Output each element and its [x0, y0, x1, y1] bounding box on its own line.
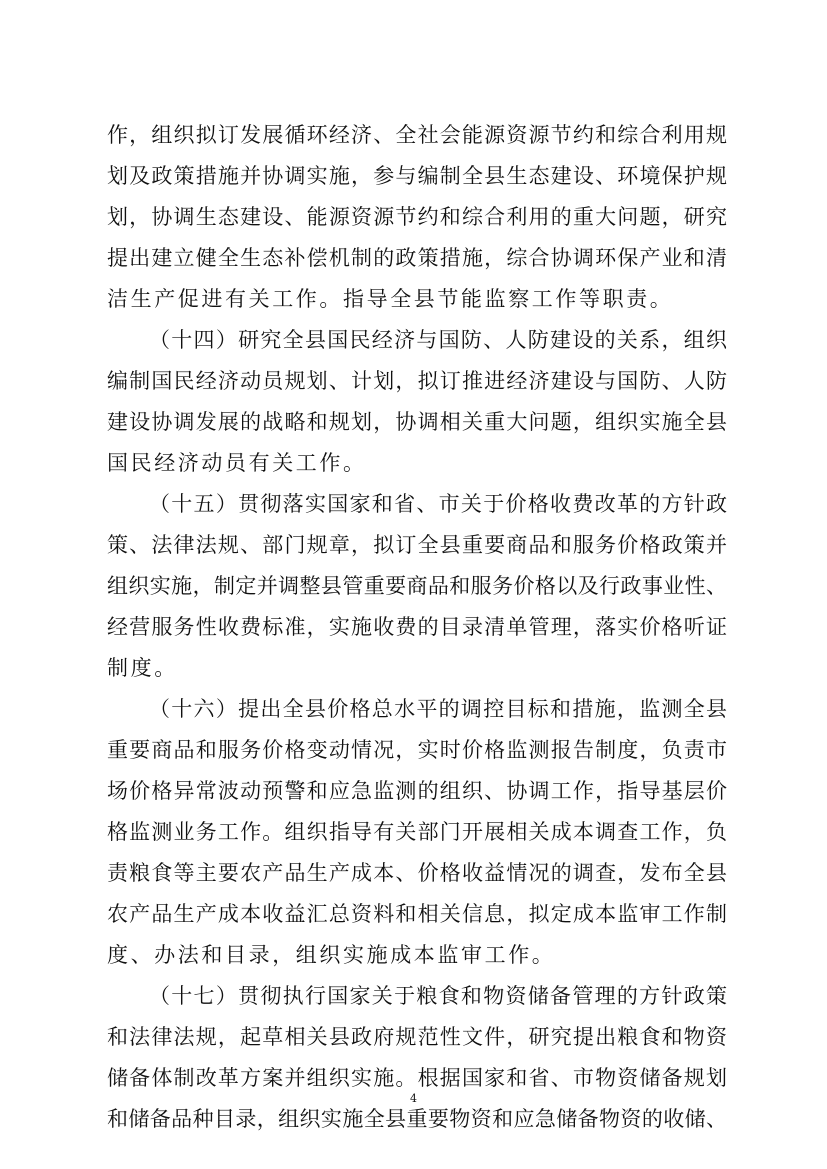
paragraph-line: 组织实施，制定并调整县管重要商品和服务价格以及行政事业性、: [107, 574, 727, 598]
paragraph-line: 编制国民经济动员规划、计划，拟订推进经济建设与国防、人防: [107, 369, 727, 393]
paragraph-line: 建设协调发展的战略和规划，协调相关重大问题，组织实施全县: [107, 410, 727, 434]
paragraph-line: 和法律法规，起草相关县政府规范性文件，研究提出粮食和物资: [107, 1025, 727, 1049]
page-number: 4: [410, 1092, 417, 1105]
paragraph-line: 经营服务性收费标准，实施收费的目录清单管理，落实价格听证: [107, 615, 727, 639]
paragraph-line: 制度。: [107, 656, 178, 680]
paragraph-line: 场价格异常波动预警和应急监测的组织、协调工作，指导基层价: [107, 779, 727, 803]
paragraph-line: 度、办法和目录，组织实施成本监审工作。: [107, 943, 556, 967]
paragraph-line: （十七）贯彻执行国家关于粮食和物资储备管理的方针政策: [149, 984, 727, 1008]
paragraph-line: 国民经济动员有关工作。: [107, 451, 367, 475]
paragraph-line: 和储备品种目录，组织实施全县重要物资和应急储备物资的收储、: [107, 1107, 727, 1131]
paragraph-line: 储备体制改革方案并组织实施。根据国家和省、市物资储备规划: [107, 1066, 727, 1090]
paragraph-line: （十四）研究全县国民经济与国防、人防建设的关系，组织: [149, 328, 727, 352]
paragraph-line: （十五）贯彻落实国家和省、市关于价格收费改革的方针政: [149, 492, 727, 516]
paragraph-line: （十六）提出全县价格总水平的调控目标和措施，监测全县: [149, 697, 727, 721]
paragraph-line: 划，协调生态建设、能源资源节约和综合利用的重大问题，研究: [107, 205, 727, 229]
paragraph-line: 洁生产促进有关工作。指导全县节能监察工作等职责。: [107, 287, 674, 311]
paragraph-line: 提出建立健全生态补偿机制的政策措施，综合协调环保产业和清: [107, 246, 727, 270]
paragraph-line: 格监测业务工作。组织指导有关部门开展相关成本调查工作，负: [107, 820, 727, 844]
paragraph-line: 责粮食等主要农产品生产成本、价格收益情况的调查，发布全县: [107, 861, 727, 885]
paragraph-line: 划及政策措施并协调实施，参与编制全县生态建设、环境保护规: [107, 164, 727, 188]
paragraph-line: 重要商品和服务价格变动情况，实时价格监测报告制度，负责市: [107, 738, 727, 762]
paragraph-line: 策、法律法规、部门规章，拟订全县重要商品和服务价格政策并: [107, 533, 727, 557]
paragraph-line: 作，组织拟订发展循环经济、全社会能源资源节约和综合利用规: [107, 123, 727, 147]
paragraph-line: 农产品生产成本收益汇总资料和相关信息，拟定成本监审工作制: [107, 902, 727, 926]
